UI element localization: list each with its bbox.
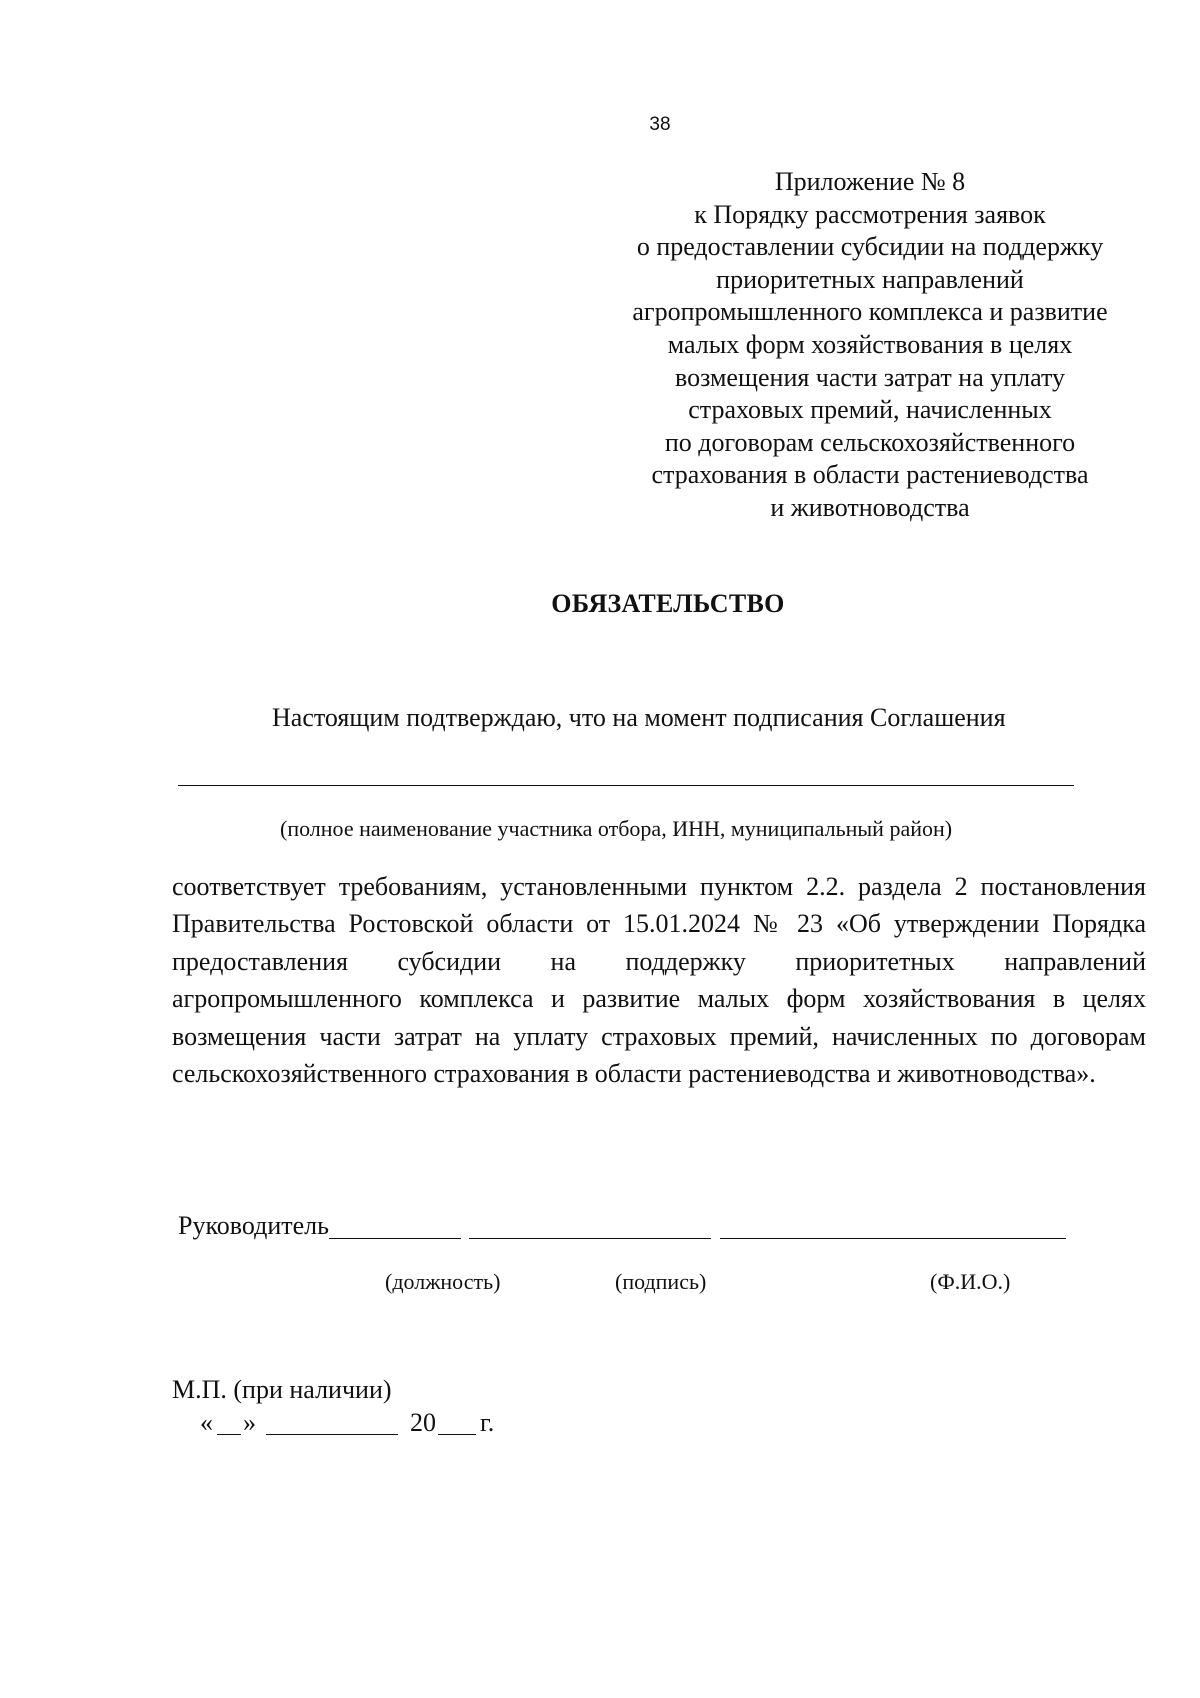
day-fill-line[interactable] xyxy=(217,1434,241,1435)
signature-label: Руководитель xyxy=(178,1211,329,1240)
participant-fill-hint: (полное наименование участника отбора, ИНН, муниципальный район) xyxy=(280,816,953,841)
year-prefix: 20 xyxy=(410,1408,436,1437)
page-number: 38 xyxy=(649,114,671,135)
month-fill-line[interactable] xyxy=(266,1434,398,1435)
date-row xyxy=(200,1407,520,1443)
signature-caption: (подпись) xyxy=(615,1269,707,1294)
full-name-fill-line[interactable] xyxy=(720,1238,1066,1239)
participant-fill-line[interactable] xyxy=(178,785,1074,786)
appendix-line: к Порядку рассмотрения заявок xyxy=(694,199,1046,229)
stamp-note: М.П. (при наличии) xyxy=(172,1375,392,1404)
document-title: ОБЯЗАТЕЛЬСТВО xyxy=(551,589,785,618)
commitment-body: соответствует требованиям, установленными пунктом 2.2. раздела 2 постановления Правительства Ростовской области от 15.01.2024 № 23 «Об утверждении Порядка предоставления субсидии на поддержку приоритетных направлений агропромышленного комплекса и развитие малых форм хозяйствования в целях возмещения части затрат на уплату страховых премий, начисленных по договорам сельскохозяйственного страхования в области растениеводства и животноводства». xyxy=(172,872,1146,1089)
position-fill-line[interactable] xyxy=(329,1238,461,1239)
date-close-quote: » xyxy=(243,1408,256,1437)
intro-sentence: Настоящим подтверждаю, что на момент подписания Соглашения xyxy=(272,703,1006,732)
signature-row xyxy=(178,1210,1098,1250)
appendix-line: Приложение № 8 xyxy=(774,167,966,196)
appendix-line: приоритетных направлений xyxy=(716,264,1024,294)
signature-fill-line[interactable] xyxy=(469,1238,711,1239)
appendix-line: агропромышленного комплекса и развитие xyxy=(632,297,1108,327)
date-open-quote: « xyxy=(200,1408,213,1437)
appendix-line: страховых премий, начисленных xyxy=(688,395,1052,425)
full-name-caption: (Ф.И.О.) xyxy=(930,1269,1011,1294)
appendix-line: и животноводства xyxy=(770,492,970,522)
appendix-line: страхования в области растениеводства xyxy=(651,460,1089,490)
appendix-line: по договорам сельскохозяйственного xyxy=(664,427,1076,457)
appendix-header xyxy=(600,166,1140,525)
year-suffix: г. xyxy=(480,1408,495,1437)
appendix-line: малых форм хозяйствования в целях xyxy=(667,329,1073,359)
year-fill-line[interactable] xyxy=(438,1434,476,1435)
appendix-line: о предоставлении субсидии на поддержку xyxy=(636,232,1104,262)
appendix-line: возмещения части затрат на уплату xyxy=(674,362,1066,392)
position-caption: (должность) xyxy=(385,1269,501,1294)
